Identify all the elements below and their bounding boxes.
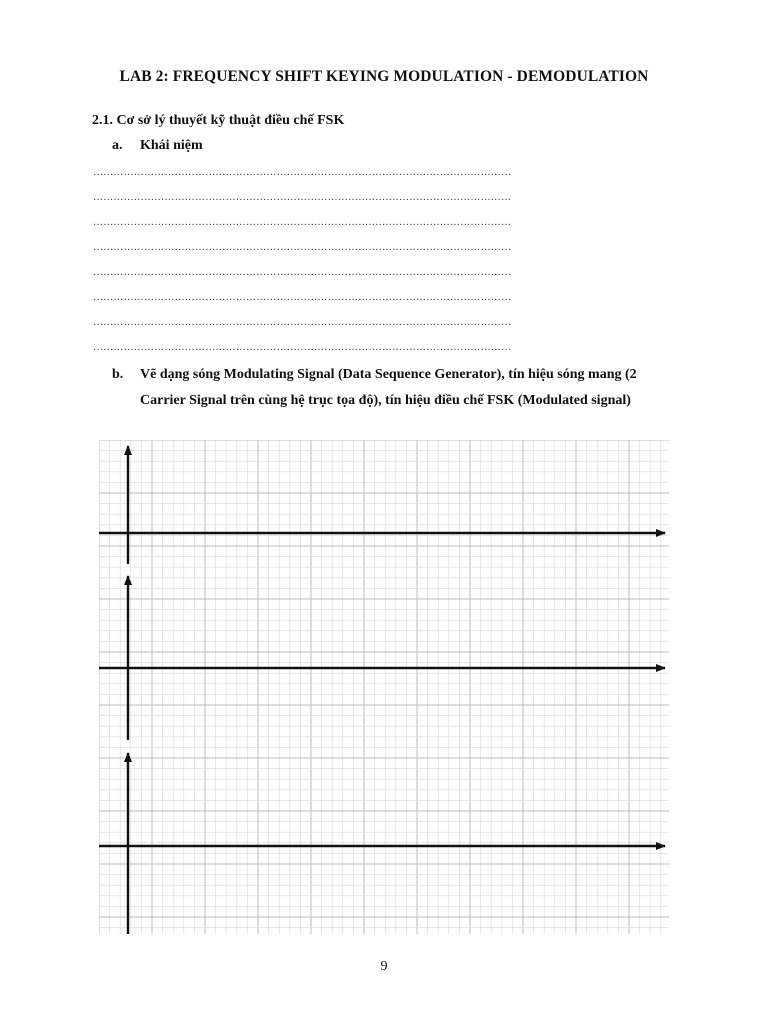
- graph-paper[interactable]: [99, 440, 669, 934]
- answer-line[interactable]: ……………………………………………………………………………………………………………: [93, 342, 512, 353]
- graph-paper-svg[interactable]: [99, 440, 669, 934]
- answer-line[interactable]: ……………………………………………………………………………………………………………: [93, 242, 512, 253]
- subsection-a-label: Khái niệm: [140, 138, 203, 153]
- answer-line[interactable]: ……………………………………………………………………………………………………………: [93, 217, 512, 228]
- answer-line[interactable]: ……………………………………………………………………………………………………………: [93, 317, 512, 328]
- grid-lines: [99, 440, 669, 934]
- answer-line[interactable]: ……………………………………………………………………………………………………………: [93, 267, 512, 278]
- section-heading: 2.1. Cơ sở lý thuyết kỹ thuật điều chế FSK: [92, 113, 345, 128]
- page-title: LAB 2: FREQUENCY SHIFT KEYING MODULATION - DEMODULATION: [119, 68, 649, 85]
- subsection-a-marker: a.: [112, 138, 123, 153]
- subsection-b-marker: b.: [112, 367, 124, 382]
- answer-line[interactable]: ……………………………………………………………………………………………………………: [93, 167, 512, 178]
- subsection-b-label: Vẽ dạng sóng Modulating Signal (Data Sequence Generator), tín hiệu sóng mang (2 Carrier Signal trên cùng hệ trục tọa độ), tín hiệu điều chế FSK (Modulated signal): [140, 367, 637, 408]
- answer-line[interactable]: ……………………………………………………………………………………………………………: [93, 292, 512, 303]
- page-number: 9: [380, 959, 388, 974]
- answer-line[interactable]: ……………………………………………………………………………………………………………: [93, 192, 512, 203]
